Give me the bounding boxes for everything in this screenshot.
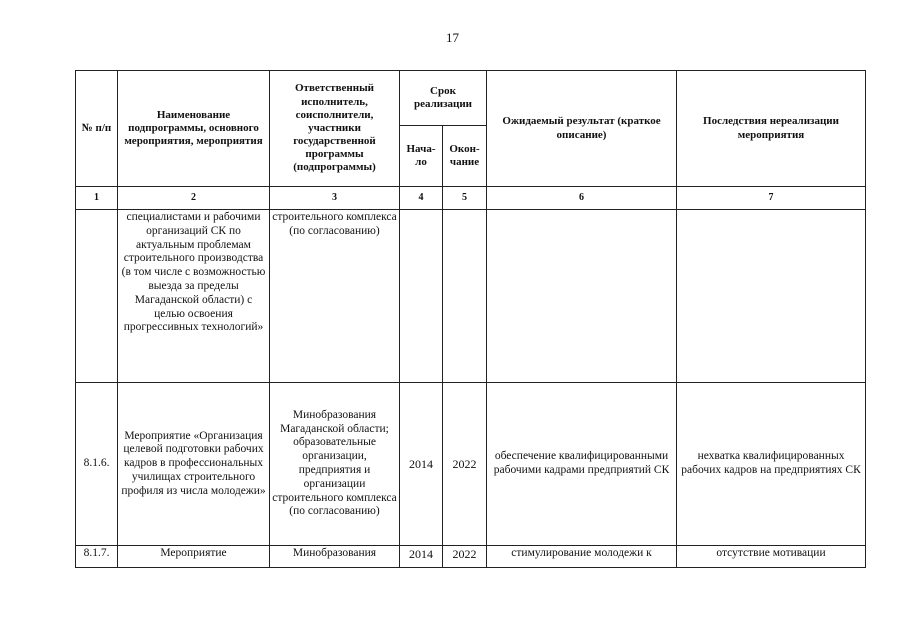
row-result xyxy=(487,210,677,383)
header-row xyxy=(76,71,866,126)
row-executor: Минобразования xyxy=(270,546,400,568)
table-row xyxy=(76,546,866,568)
row-num: 8.1.6. xyxy=(76,383,118,546)
column-number-row xyxy=(76,187,866,210)
table-row xyxy=(76,210,866,383)
table-row xyxy=(76,383,866,546)
header-result: Ожидаемый результат (краткое описание) xyxy=(487,71,677,187)
column-number: 6 xyxy=(487,187,677,210)
row-consequences xyxy=(677,210,866,383)
row-name: специалистами и рабочими организаций СК по актуальным проблемам строительного производства (в том числе с возможностью выезда за пределы Магаданской области) с целью освоения прогрессивных технологий» xyxy=(118,210,270,383)
row-start: 2014 xyxy=(400,383,443,546)
column-number: 1 xyxy=(76,187,118,210)
program-table xyxy=(75,70,866,568)
column-number: 7 xyxy=(677,187,866,210)
row-executor: строительного комплекса (по согласованию) xyxy=(270,210,400,383)
row-executor: Минобразования Магаданской области; образовательные организации, предприятия и организации строительного комплекса (по согласованию) xyxy=(270,383,400,546)
header-term: Срок реализации xyxy=(400,71,487,126)
column-number: 4 xyxy=(400,187,443,210)
page-number: 17 xyxy=(446,30,459,45)
header-consequences: Последствия нереализации мероприятия xyxy=(677,71,866,187)
header-executor: Ответственный исполнитель, соисполнители, участники государственной программы (подпрограммы) xyxy=(270,71,400,187)
row-end xyxy=(443,210,487,383)
row-name: Мероприятие xyxy=(118,546,270,568)
row-end: 2022 xyxy=(443,383,487,546)
header-end: Окон-чание xyxy=(443,126,487,187)
row-consequences: нехватка квалифицированных рабочих кадров на предприятиях СК xyxy=(677,383,866,546)
row-start: 2014 xyxy=(400,546,443,568)
column-number: 3 xyxy=(270,187,400,210)
row-result: стимулирование молодежи к xyxy=(487,546,677,568)
header-num: № п/п xyxy=(76,71,118,187)
column-number: 5 xyxy=(443,187,487,210)
row-end: 2022 xyxy=(443,546,487,568)
row-name: Мероприятие «Организация целевой подготовки рабочих кадров в профессиональных училищах строительного профиля из числа молодежи» xyxy=(118,383,270,546)
row-num: 8.1.7. xyxy=(76,546,118,568)
row-consequences: отсутствие мотивации xyxy=(677,546,866,568)
column-number: 2 xyxy=(118,187,270,210)
row-num xyxy=(76,210,118,383)
row-start xyxy=(400,210,443,383)
row-result: обеспечение квалифицированными рабочими кадрами предприятий СК xyxy=(487,383,677,546)
header-start: Нача-ло xyxy=(400,126,443,187)
header-name: Наименование подпрограммы, основного мероприятия, мероприятия xyxy=(118,71,270,187)
